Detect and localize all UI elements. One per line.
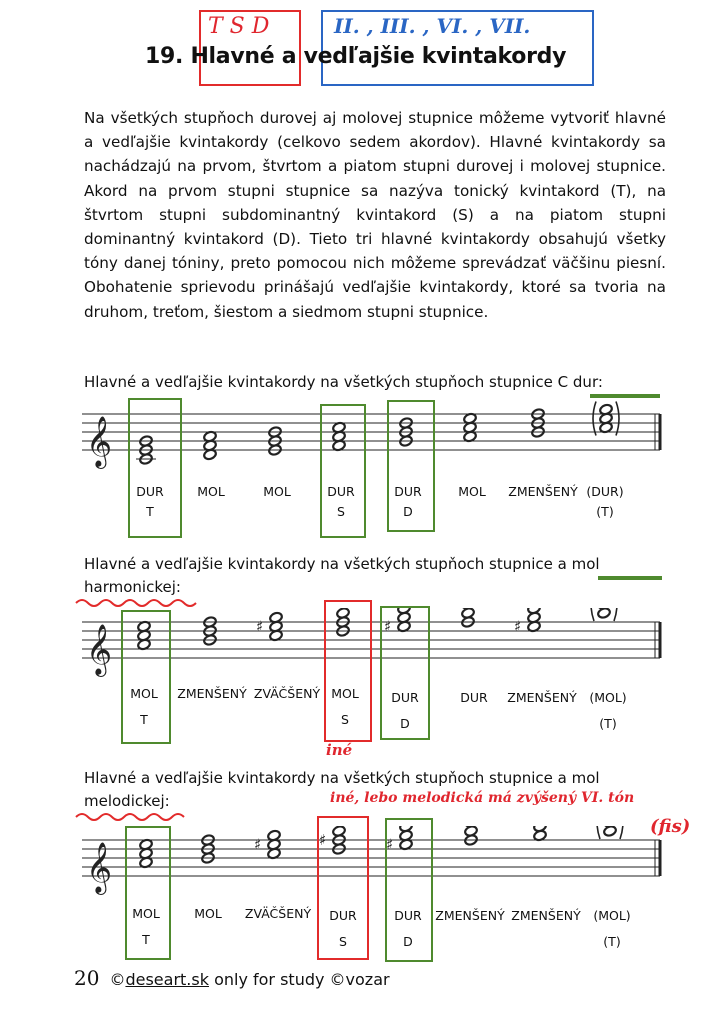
- harm-label-1: MOL: [130, 686, 158, 701]
- c-dur-label-2: MOL: [197, 484, 225, 499]
- c-dur-func-t2: (T): [596, 504, 614, 519]
- chord-notes: [256, 611, 283, 641]
- mel-func-s: S: [339, 934, 347, 949]
- harm-func-d: D: [400, 716, 410, 731]
- mel-label-4: DUR: [329, 908, 357, 923]
- harm-label-6: DUR: [460, 690, 488, 705]
- svg-text:♯: ♯: [384, 617, 392, 636]
- mel-func-t: T: [142, 932, 150, 947]
- section-1-heading: Hlavné a vedľajšie kvintakordy na všetkých stupňoch stupnice C dur:: [84, 373, 603, 391]
- chord-notes: [464, 826, 478, 846]
- c-dur-label-8: (DUR): [586, 484, 624, 499]
- fis-note: (fis): [650, 816, 691, 837]
- ine-note-1: iné: [326, 741, 353, 759]
- harm-label-2: ZMENŠENÝ: [177, 686, 247, 701]
- harm-func-s: S: [341, 712, 349, 727]
- ine-melodic-note: iné, lebo melodická má zvýšený VI. tón: [330, 790, 635, 806]
- treble-clef-icon: 𝄞: [86, 416, 113, 467]
- section-3-heading-line1: Hlavné a vedľajšie kvintakordy na všetkých stupňoch stupnice a mol: [84, 769, 600, 787]
- tsd-annotation: T S D: [208, 14, 270, 39]
- footer-rest: only for study ©vozar: [208, 970, 390, 989]
- chord-notes: [597, 826, 623, 839]
- harm-label-7: ZMENŠENÝ: [507, 690, 577, 705]
- title-part3: vedľajšie kvintakordy: [303, 44, 567, 69]
- mel-label-7: ZMENŠENÝ: [511, 908, 581, 923]
- chord-notes: [533, 826, 547, 842]
- chord-notes: [461, 608, 475, 628]
- mel-label-5: DUR: [394, 908, 422, 923]
- harm-label-8: (MOL): [589, 690, 627, 705]
- harm-label-4: MOL: [331, 686, 359, 701]
- c-dur-func-s: S: [337, 504, 345, 519]
- site-link[interactable]: deseart.sk: [125, 970, 209, 989]
- harm-label-3: ZVÄČŠENÝ: [253, 686, 321, 701]
- c-dur-label-1: DUR: [136, 484, 164, 499]
- section-2-heading-line2: harmonickej:: [84, 578, 181, 596]
- c-dur-label-3: MOL: [263, 484, 291, 499]
- page-number: 20: [74, 966, 100, 990]
- treble-clef-icon: 𝄞: [86, 842, 113, 893]
- c-dur-label-5: DUR: [394, 484, 422, 499]
- chord-notes: [591, 608, 617, 621]
- c-dur-label-4: DUR: [327, 484, 355, 499]
- c-dur-func-t: T: [146, 504, 154, 519]
- title-part2: a: [281, 44, 297, 69]
- mel-func-d: D: [403, 934, 413, 949]
- mel-label-1: MOL: [132, 906, 160, 921]
- c-dur-label-7: ZMENŠENÝ: [508, 484, 578, 499]
- chord-notes: [593, 402, 619, 436]
- c-dur-func-d: D: [403, 504, 413, 519]
- c-dur-label-6: MOL: [458, 484, 486, 499]
- copyright-symbol: ©: [109, 970, 126, 989]
- roman-annotation: II. , III. , VI. , VII.: [334, 14, 531, 38]
- intro-paragraph: [84, 106, 666, 324]
- svg-text:♯: ♯: [254, 835, 262, 854]
- title-number: 19.: [145, 44, 184, 69]
- mel-label-3: ZVÄČŠENÝ: [244, 906, 312, 921]
- title-part1: Hlavné: [190, 44, 275, 69]
- mel-label-8: (MOL): [593, 908, 631, 923]
- section-2-heading-line1: Hlavné a vedľajšie kvintakordy na všetkých stupňoch stupnice a mol: [84, 555, 600, 573]
- page-title: [145, 44, 566, 69]
- chord-notes: [463, 412, 477, 442]
- svg-text:♯: ♯: [319, 831, 327, 849]
- box-c-dur-t: [128, 398, 182, 538]
- chord-notes: [203, 430, 217, 460]
- footer: [74, 966, 390, 990]
- harm-func-t2: (T): [599, 716, 617, 731]
- mel-func-t2: (T): [603, 934, 621, 949]
- mel-label-6: ZMENŠENÝ: [435, 908, 505, 923]
- harm-label-5: DUR: [391, 690, 419, 705]
- intro-text: Na všetkých stupňoch durovej aj molovej stupnice môžeme vytvoriť hlavné a vedľajšie kvintakordy (celkovo sedem akordov). Hlavné kvintakordy sa nachádzajú na prvom, štvrtom a piatom stupni durovej i molovej stupnice. Akord na prvom stupni stupnice sa nazýva tonický kvintakord (T), na štvrtom stupni subdominantný kvintakord (S) a na piatom stupni dominantný kvintakord (D). Tieto tri hlavné kvintakordy obsahujú všetky tóny danej tóniny, preto pomocou nich môžeme sprevádzať väčšinu piesní. Obohatenie sprievodu prinášajú vedľajšie kvintakordy, ktoré sa tvoria na druhom, treťom, šiestom a siedmom stupni stupnice.: [84, 109, 666, 321]
- svg-text:♯: ♯: [256, 617, 264, 636]
- harm-func-t: T: [140, 712, 148, 727]
- svg-text:♯: ♯: [386, 835, 394, 854]
- chord-notes: [254, 829, 281, 859]
- section-3-heading-line2: melodickej:: [84, 792, 170, 810]
- treble-clef-icon: 𝄞: [86, 624, 113, 675]
- svg-text:♯: ♯: [514, 617, 522, 636]
- mel-label-2: MOL: [194, 906, 222, 921]
